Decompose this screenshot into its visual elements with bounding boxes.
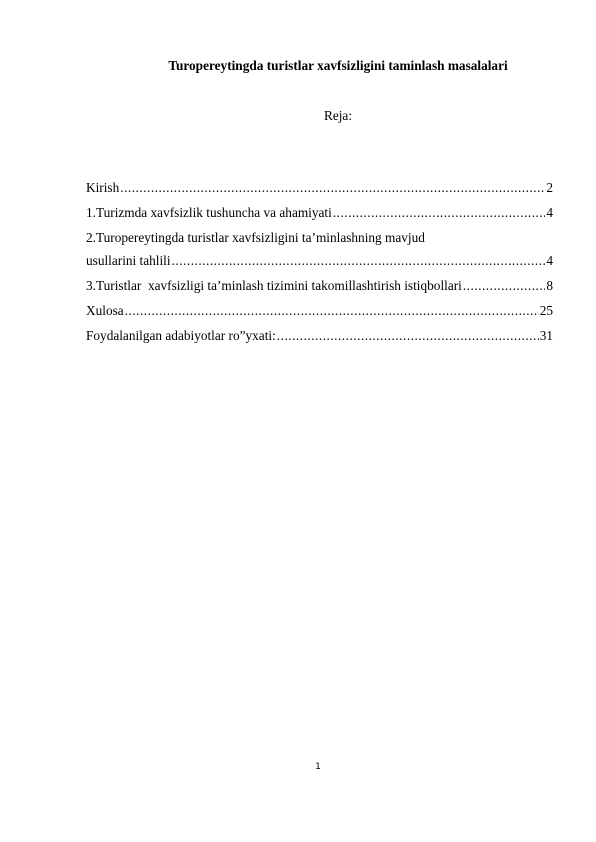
toc-item-label-continued: usullarini tahlili: [86, 253, 171, 268]
toc-page-number: 4: [546, 253, 553, 268]
toc-dot-leader: [463, 278, 545, 294]
toc-item-xulosa[interactable]: [86, 303, 553, 319]
toc-page-number: 4: [546, 205, 553, 220]
page-number: 1: [315, 762, 321, 772]
toc-page-number: 31: [539, 328, 553, 343]
toc-item-references[interactable]: [86, 328, 553, 344]
toc-page-number: 8: [546, 278, 553, 293]
table-of-contents: [86, 180, 553, 353]
toc-item-label: Kirish: [86, 180, 120, 195]
toc-item-label: 3.Turistlar xavfsizligi ta’minlash tizimini takomillashtirish istiqbollari: [86, 278, 462, 293]
toc-item-section-1[interactable]: [86, 205, 553, 221]
toc-item-section-2[interactable]: [86, 230, 553, 269]
toc-item-label: Xulosa: [86, 303, 124, 318]
toc-dot-leader: [172, 253, 546, 269]
toc-item-label: 1.Turizmda xavfsizlik tushuncha va ahamiyati: [86, 205, 332, 220]
toc-page-number: 2: [546, 180, 553, 195]
toc-item-kirish[interactable]: [86, 180, 553, 196]
toc-dot-leader: [120, 180, 545, 196]
toc-item-section-3[interactable]: [86, 278, 553, 294]
document-title: Turopereytingda turistlar xavfsizligini taminlash masalalari: [168, 58, 508, 73]
toc-item-label: Foydalanilgan adabiyotlar ro”yxati:: [86, 328, 276, 343]
plan-heading: Reja:: [323, 108, 353, 123]
toc-dot-leader: [277, 328, 539, 344]
toc-page-number: 25: [539, 303, 553, 318]
toc-item-label: 2.Turopereytingda turistlar xavfsizligini ta’minlashning mavjud: [86, 230, 425, 245]
toc-dot-leader: [125, 303, 539, 319]
toc-dot-leader: [333, 205, 546, 221]
